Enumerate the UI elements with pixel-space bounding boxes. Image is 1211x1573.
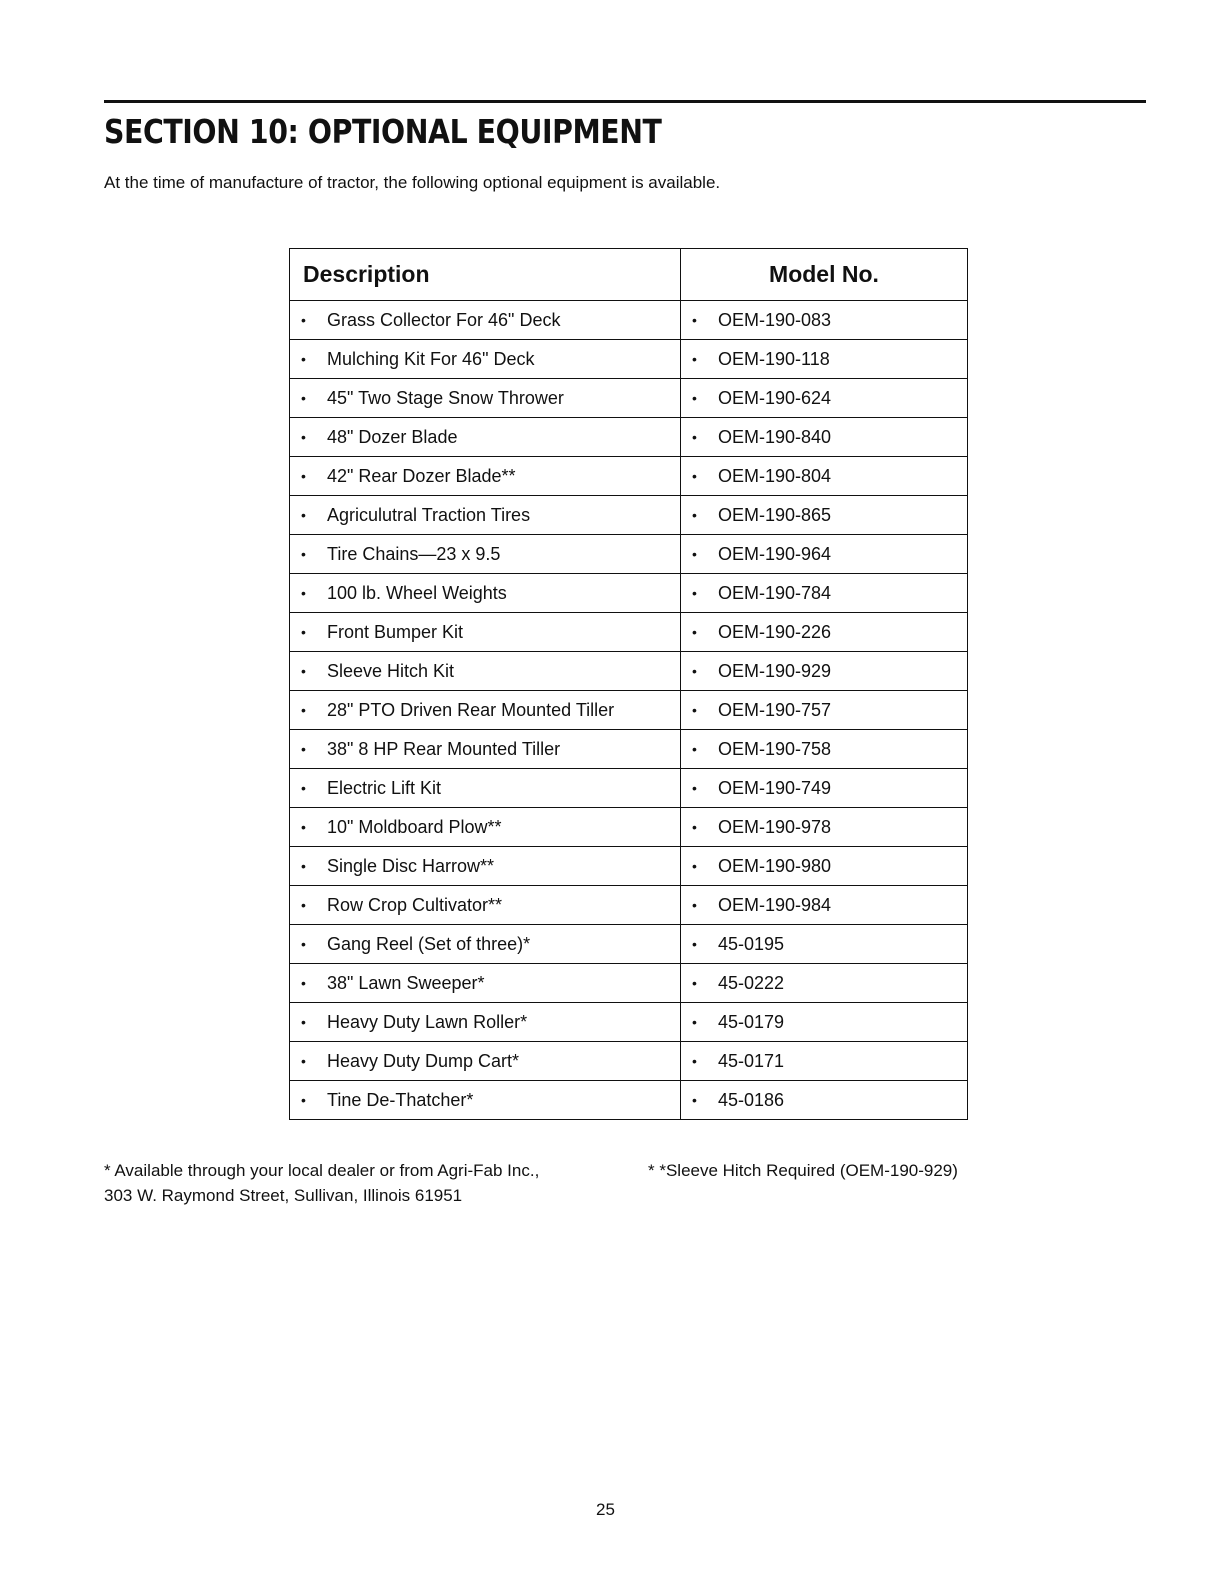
bullet-icon: • [692, 858, 697, 874]
bullet-icon: • [301, 897, 306, 913]
bullet-icon: • [692, 936, 697, 952]
model-number: 45-0195 [718, 933, 785, 954]
model-number-cell [681, 340, 968, 379]
equipment-description-cell [290, 301, 681, 340]
bullet-icon: • [692, 897, 697, 913]
model-number-cell [681, 847, 968, 886]
bullet-icon: • [692, 390, 697, 406]
table-row [290, 574, 968, 613]
bullet-icon: • [301, 585, 306, 601]
table-row [290, 652, 968, 691]
table-row [290, 730, 968, 769]
table-row [290, 301, 968, 340]
equipment-description-cell [290, 574, 681, 613]
table-row [290, 886, 968, 925]
equipment-description: Heavy Duty Dump Cart* [327, 1050, 520, 1071]
table-row [290, 925, 968, 964]
equipment-description-cell [290, 1042, 681, 1081]
equipment-description: 45" Two Stage Snow Thrower [327, 387, 564, 408]
model-number: OEM-190-929 [718, 660, 832, 681]
bullet-icon: • [301, 624, 306, 640]
bullet-icon: • [301, 819, 306, 835]
equipment-description: 100 lb. Wheel Weights [327, 582, 507, 603]
bullet-icon: • [301, 1053, 306, 1069]
equipment-description: Sleeve Hitch Kit [327, 660, 455, 681]
equipment-description: Front Bumper Kit [327, 621, 464, 642]
equipment-description-cell [290, 379, 681, 418]
table-row [290, 340, 968, 379]
model-number-cell [681, 964, 968, 1003]
equipment-description: 10" Moldboard Plow** [327, 816, 502, 837]
table-row [290, 379, 968, 418]
bullet-icon: • [301, 390, 306, 406]
equipment-description: Electric Lift Kit [327, 777, 442, 798]
equipment-description: Tine De-Thatcher* [327, 1089, 474, 1110]
bullet-icon: • [692, 351, 697, 367]
bullet-icon: • [692, 780, 697, 796]
equipment-description: 48" Dozer Blade [327, 426, 458, 447]
optional-equipment-table [289, 248, 968, 1120]
page-number: 25 [596, 1500, 615, 1519]
model-number: OEM-190-083 [718, 309, 832, 330]
equipment-description: Grass Collector For 46" Deck [327, 309, 561, 330]
model-number: OEM-190-757 [718, 699, 832, 720]
model-number: OEM-190-749 [718, 777, 832, 798]
bullet-icon: • [301, 468, 306, 484]
bullet-icon: • [692, 741, 697, 757]
equipment-description: 38" Lawn Sweeper* [327, 972, 485, 993]
equipment-description: 28" PTO Driven Rear Mounted Tiller [327, 699, 615, 720]
equipment-description-cell [290, 769, 681, 808]
equipment-description-cell [290, 964, 681, 1003]
equipment-description-cell [290, 652, 681, 691]
model-number-cell [681, 808, 968, 847]
equipment-description: Mulching Kit For 46" Deck [327, 348, 535, 369]
section-title: SECTION 10: OPTIONAL EQUIPMENT [104, 112, 662, 151]
equipment-description-cell [290, 340, 681, 379]
table-row [290, 418, 968, 457]
model-number: OEM-190-758 [718, 738, 832, 759]
bullet-icon: • [301, 975, 306, 991]
bullet-icon: • [692, 1092, 697, 1108]
model-number-cell [681, 730, 968, 769]
bullet-icon: • [301, 351, 306, 367]
equipment-description: Agriculutral Traction Tires [327, 504, 531, 525]
model-number-cell [681, 613, 968, 652]
equipment-description-cell [290, 535, 681, 574]
bullet-icon: • [301, 429, 306, 445]
model-number: OEM-190-984 [718, 894, 832, 915]
model-number-cell [681, 535, 968, 574]
equipment-description: Gang Reel (Set of three)* [327, 933, 531, 954]
equipment-description-cell [290, 925, 681, 964]
model-number: OEM-190-804 [718, 465, 832, 486]
bullet-icon: • [301, 936, 306, 952]
equipment-description: 38" 8 HP Rear Mounted Tiller [327, 738, 561, 759]
table-row [290, 1042, 968, 1081]
equipment-description-cell [290, 847, 681, 886]
column-header-model: Model No. [681, 249, 968, 301]
bullet-icon: • [692, 546, 697, 562]
model-number-cell [681, 691, 968, 730]
table-row [290, 613, 968, 652]
footnote-line: * Available through your local dealer or from Agri-Fab Inc., [104, 1161, 540, 1180]
model-number: OEM-190-840 [718, 426, 832, 447]
model-number: 45-0171 [718, 1050, 785, 1071]
bullet-icon: • [301, 1014, 306, 1030]
equipment-description: Row Crop Cultivator** [327, 894, 503, 915]
equipment-description: Heavy Duty Lawn Roller* [327, 1011, 528, 1032]
model-number: 45-0222 [718, 972, 785, 993]
model-number: OEM-190-784 [718, 582, 832, 603]
equipment-description-cell [290, 1081, 681, 1120]
equipment-description-cell [290, 1003, 681, 1042]
table-row [290, 1081, 968, 1120]
model-number-cell [681, 886, 968, 925]
table-row [290, 457, 968, 496]
bullet-icon: • [692, 975, 697, 991]
bullet-icon: • [301, 1092, 306, 1108]
table-row [290, 808, 968, 847]
model-number-cell [681, 1042, 968, 1081]
footnote-line: 303 W. Raymond Street, Sullivan, Illinois 61951 [104, 1186, 463, 1205]
model-number-cell [681, 379, 968, 418]
equipment-description: Single Disc Harrow** [327, 855, 495, 876]
model-number: OEM-190-226 [718, 621, 832, 642]
model-number: OEM-190-624 [718, 387, 832, 408]
model-number-cell [681, 652, 968, 691]
bullet-icon: • [301, 312, 306, 328]
model-number: OEM-190-865 [718, 504, 832, 525]
equipment-description-cell [290, 808, 681, 847]
model-number-cell [681, 1003, 968, 1042]
table-row [290, 769, 968, 808]
section-divider [104, 100, 1146, 103]
equipment-description-cell [290, 418, 681, 457]
equipment-description: Tire Chains—23 x 9.5 [327, 543, 501, 564]
model-number-cell [681, 574, 968, 613]
equipment-description-cell [290, 613, 681, 652]
model-number: OEM-190-978 [718, 816, 832, 837]
bullet-icon: • [692, 819, 697, 835]
bullet-icon: • [301, 702, 306, 718]
bullet-icon: • [692, 312, 697, 328]
bullet-icon: • [301, 546, 306, 562]
bullet-icon: • [692, 585, 697, 601]
table-row [290, 1003, 968, 1042]
model-number-cell [681, 418, 968, 457]
model-number: OEM-190-118 [718, 348, 830, 369]
table-row [290, 964, 968, 1003]
bullet-icon: • [692, 663, 697, 679]
model-number-cell [681, 925, 968, 964]
model-number: OEM-190-964 [718, 543, 832, 564]
table-row [290, 496, 968, 535]
bullet-icon: • [692, 624, 697, 640]
column-header-description: Description [290, 249, 681, 301]
equipment-description-cell [290, 730, 681, 769]
table-header-row [290, 249, 968, 301]
bullet-icon: • [301, 507, 306, 523]
model-number-cell [681, 301, 968, 340]
equipment-description-cell [290, 691, 681, 730]
model-number-cell [681, 1081, 968, 1120]
bullet-icon: • [692, 702, 697, 718]
intro-text: At the time of manufacture of tractor, the following optional equipment is available. [104, 173, 721, 192]
bullet-icon: • [301, 858, 306, 874]
equipment-description-cell [290, 496, 681, 535]
equipment-description-cell [290, 886, 681, 925]
model-number: 45-0186 [718, 1089, 785, 1110]
table-row [290, 847, 968, 886]
bullet-icon: • [692, 429, 697, 445]
model-number: OEM-190-980 [718, 855, 832, 876]
bullet-icon: • [301, 780, 306, 796]
bullet-icon: • [301, 741, 306, 757]
model-number-cell [681, 496, 968, 535]
equipment-description-cell [290, 457, 681, 496]
bullet-icon: • [692, 1053, 697, 1069]
footnote-agri-fab [104, 1158, 539, 1208]
table-row [290, 535, 968, 574]
footnote-sleeve-hitch: * *Sleeve Hitch Required (OEM-190-929) [648, 1161, 958, 1180]
model-number-cell [681, 769, 968, 808]
bullet-icon: • [692, 507, 697, 523]
model-number-cell [681, 457, 968, 496]
model-number: 45-0179 [718, 1011, 785, 1032]
bullet-icon: • [692, 1014, 697, 1030]
equipment-description: 42" Rear Dozer Blade** [327, 465, 516, 486]
table-row [290, 691, 968, 730]
bullet-icon: • [692, 468, 697, 484]
bullet-icon: • [301, 663, 306, 679]
